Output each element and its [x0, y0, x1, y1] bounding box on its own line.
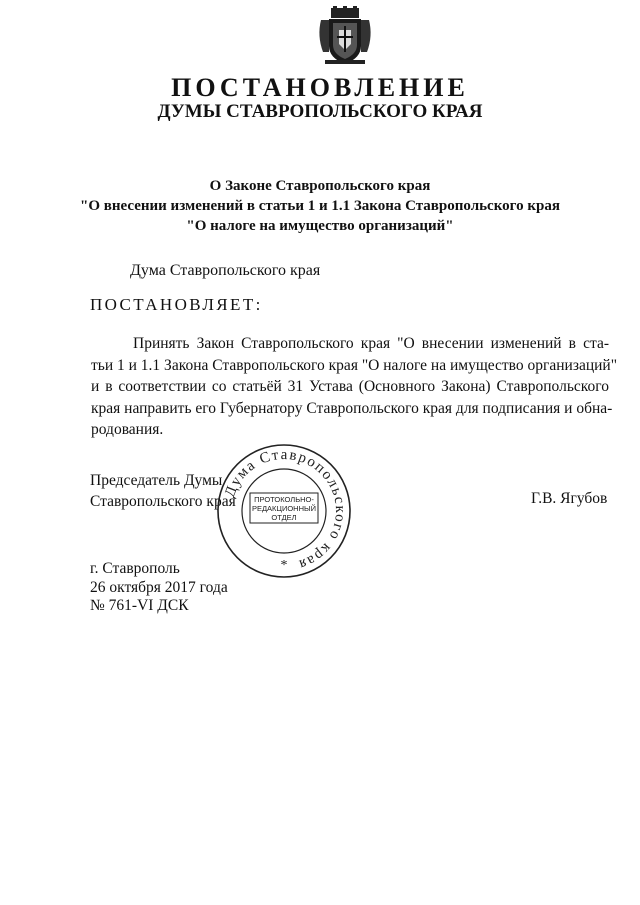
- footer-city: г. Ставрополь: [90, 560, 180, 577]
- stamp-star: *: [280, 558, 288, 573]
- document-footer: [90, 560, 228, 616]
- stamp-center-line: ОТДЕЛ: [271, 513, 297, 522]
- subject-line: "О налоге на имущество организаций": [186, 218, 454, 234]
- position-line: Председатель Думы: [90, 472, 223, 489]
- footer-number: № 761-VI ДСК: [90, 597, 189, 614]
- body-line: края направить его Губернатору Ставропольского края для подписания и обна-: [91, 399, 613, 417]
- body-line: тьи 1 и 1.1 Закона Ставропольского края "О налоге на имущество организаций": [91, 356, 618, 374]
- body-line: и в соответствии со статьёй 31 Устава (Основного Закона) Ставропольского: [91, 378, 609, 395]
- document-subtitle: ДУМЫ СТАВРОПОЛЬСКОГО КРАЯ: [157, 101, 483, 122]
- stamp-center-line: РЕДАКЦИОННЫЙ: [251, 504, 317, 513]
- coat-of-arms-icon: [317, 6, 373, 66]
- body-line: Принять Закон Ставропольского края "О внесении изменений в ста-: [133, 335, 609, 352]
- position-line: Ставропольского края: [90, 493, 236, 510]
- document-subject: [0, 176, 640, 236]
- subject-line: "О внесении изменений в статьи 1 и 1.1 Закона Ставропольского края: [80, 198, 560, 214]
- subject-line: О Законе Ставропольского края: [209, 178, 431, 194]
- official-stamp: [214, 441, 354, 581]
- document-title: ПОСТАНОВЛЕНИЕ: [171, 73, 469, 102]
- stamp-center-line: ПРОТОКОЛЬНО-: [254, 495, 314, 504]
- decree-heading: ПОСТАНОВЛЯЕТ:: [90, 295, 263, 314]
- footer-date: 26 октября 2017 года: [90, 578, 228, 596]
- decree-body: [91, 333, 618, 441]
- stamp-ring-text: Дума Ставропольского края: [222, 446, 349, 573]
- body-line: родования.: [91, 421, 164, 438]
- signatory-name: Г.В. Ягубов: [531, 490, 608, 507]
- author-line: Дума Ставропольского края: [130, 262, 321, 279]
